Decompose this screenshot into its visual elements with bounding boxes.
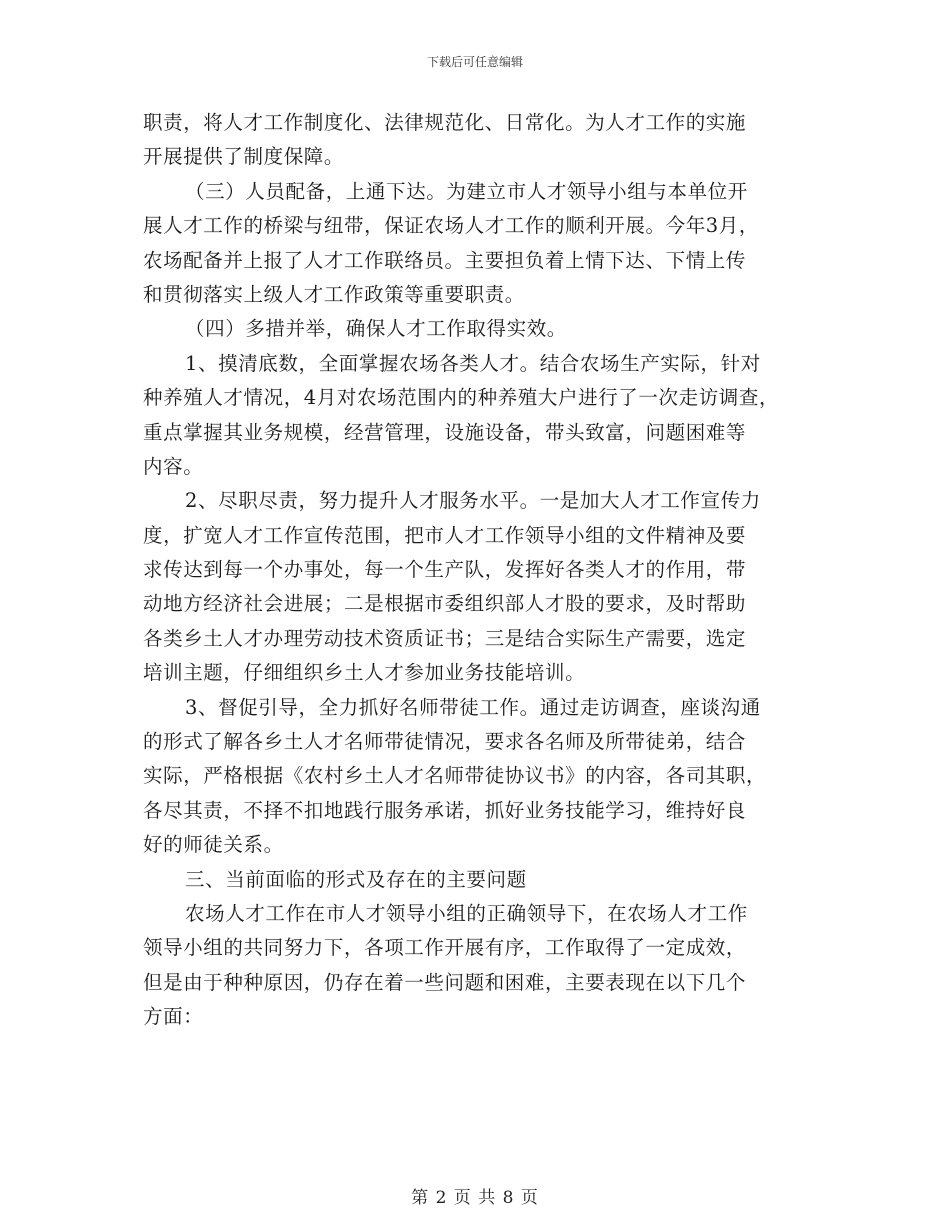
page-header: 下载后可任意编辑 — [426, 55, 523, 69]
text-line: 和贯彻落实上级人才工作政策等重要职责。 — [143, 282, 525, 306]
text-line: 各尽其责，不择不扣地践行服务承诺，抓好业务技能学习，维持好良 — [143, 798, 747, 822]
text-line: 领导小组的共同努力下，各项工作开展有序，工作取得了一定成效， — [143, 936, 747, 960]
text-line: 方面： — [143, 1005, 204, 1029]
text-line: 种养殖人才情况，4月对农场范围内的种养殖大户进行了一次走访调查， — [143, 386, 780, 410]
text-line: （四）多措并举，确保人才工作取得实效。 — [185, 317, 567, 341]
text-line: 职责，将人才工作制度化、法律规范化、日常化。为人才工作的实施 — [143, 111, 747, 134]
text-line: 三、当前面临的形式及存在的主要问题 — [185, 867, 527, 891]
text-line: 内容。 — [143, 454, 204, 478]
text-line: 度，扩宽人才工作宣传范围，把市人才工作领导小组的文件精神及要 — [143, 523, 747, 547]
text-line: 2、尽职尽责，努力提升人才服务水平。一是加大人才工作宣传力 — [185, 489, 761, 513]
document-body — [143, 106, 823, 1035]
text-line: 3、督促引导，全力抓好名师带徒工作。通过走访调查，座谈沟通 — [185, 695, 761, 719]
text-line: 重点掌握其业务规模，经营管理，设施设备，带头致富，问题困难等 — [143, 420, 747, 444]
text-line: 1、摸清底数，全面掌握农场各类人才。结合农场生产实际，针对 — [185, 351, 761, 375]
text-line: 但是由于种种原因，仍存在着一些问题和困难，主要表现在以下几个 — [143, 970, 747, 994]
text-line: 展人才工作的桥梁与纽带，保证农场人才工作的顺利开展。今年3月， — [143, 214, 760, 238]
text-line: （三）人员配备，上通下达。为建立市人才领导小组与本单位开 — [185, 179, 748, 203]
text-line: 好的师徒关系。 — [143, 833, 284, 857]
text-line: 各类乡土人才办理劳动技术资质证书；三是结合实际生产需要，选定 — [143, 626, 747, 650]
text-line: 农场人才工作在市人才领导小组的正确领导下，在农场人才工作 — [185, 901, 748, 925]
text-line: 开展提供了制度保障。 — [143, 145, 345, 169]
text-line: 农场配备并上报了人才工作联络员。主要担负着上情下达、下情上传 — [143, 248, 747, 272]
text-line: 的形式了解各乡土人才名师带徒情况，要求各名师及所带徒弟，结合 — [143, 730, 747, 754]
text-line: 培训主题，仔细组织乡土人才参加业务技能培训。 — [143, 661, 586, 685]
text-line: 求传达到每一个办事处，每一个生产队，发挥好各类人才的作用，带 — [143, 558, 747, 582]
page-number-footer: 第 2 页 共 8 页 — [411, 1188, 539, 1208]
text-line: 动地方经济社会进展；二是根据市委组织部人才股的要求，及时帮助 — [143, 592, 747, 616]
text-line: 实际，严格根据《农村乡土人才名师带徒协议书》的内容，各司其职， — [143, 764, 767, 788]
